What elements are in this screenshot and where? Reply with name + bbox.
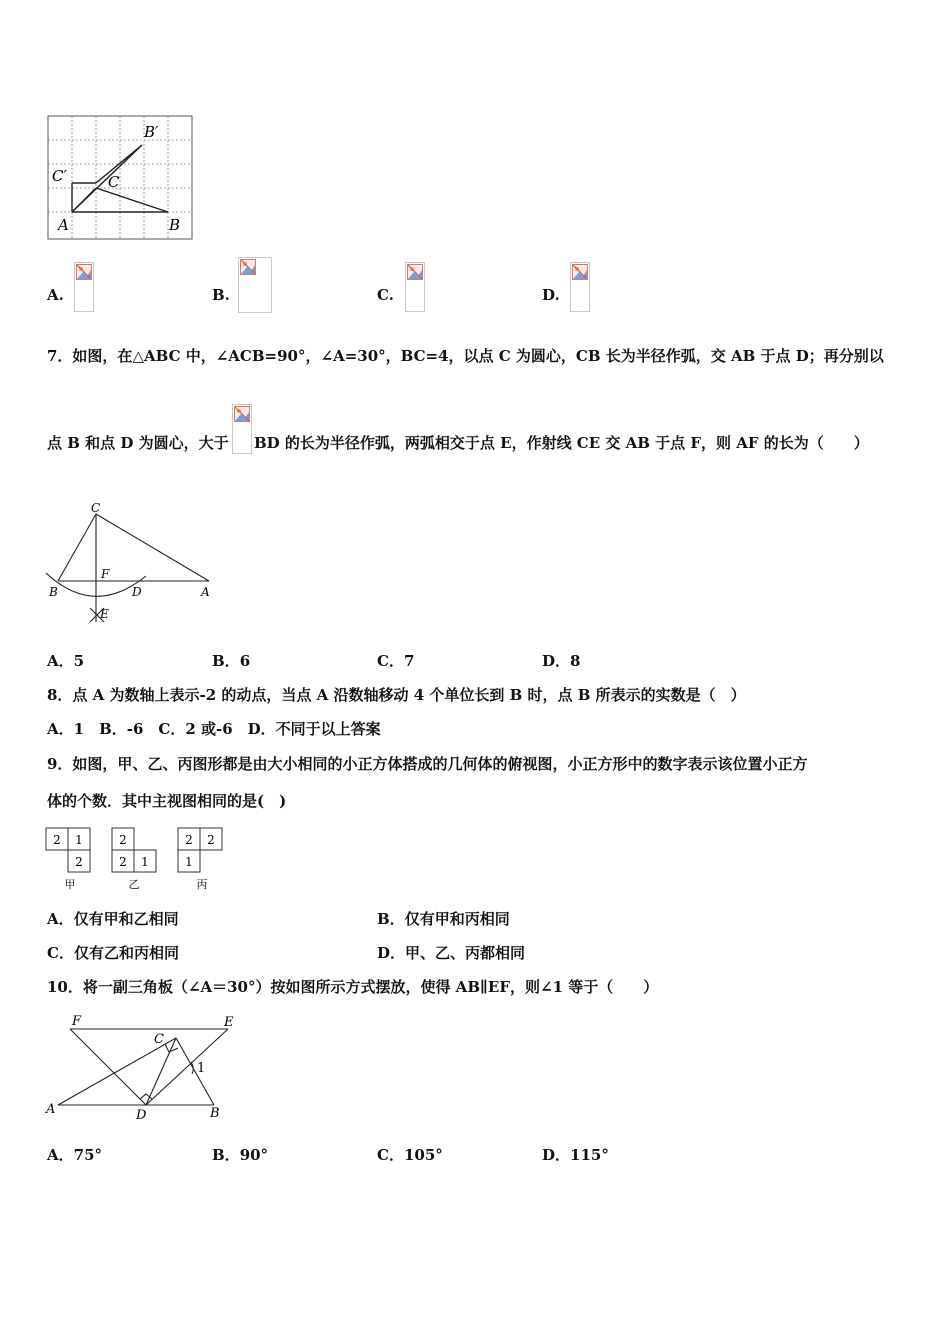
cell-value: 2 [119,855,127,869]
label-b: B [169,216,181,234]
label-c-prime: C′ [52,167,67,185]
cell-value: 2 [75,855,83,869]
option-value: 115° [570,1146,609,1164]
fig-name: 甲 [64,878,76,891]
q6-option-d[interactable] [542,286,560,304]
q10-option-b[interactable] [212,1144,268,1165]
option-value: 6 [239,652,251,670]
q10-option-d[interactable] [542,1144,609,1165]
q7-option-a[interactable] [47,650,84,671]
label-c: C [108,173,120,191]
q9-text-line1: 9．如图，甲、乙、丙图形都是由大小相同的小正方体搭成的几何体的俯视图，小正方形中的数字表示该位置小正方 [47,755,808,773]
q8-text: 8．点 A 为数轴上表示-2 的动点，当点 A 沿数轴移动 4 个单位长到 B 时，点 B 所表示的实数是（ ） [47,686,746,704]
option-letter: A. [47,286,64,304]
option-letter: C． [377,652,404,670]
q7-option-b[interactable] [212,650,250,671]
option-value: 7 [403,652,415,670]
q6-option-a[interactable] [47,286,64,304]
label-f: F [101,567,110,581]
option-letter: B． [377,910,405,928]
q7-text-line1: 7．如图，在△ABC 中，∠ACB=90°，∠A=30°，BC=4，以点 C 为圆心，CB 长为半径作弧，交 AB 于点 D；再分别以 [47,347,884,365]
q10-option-a[interactable] [47,1144,102,1165]
cell-value: 1 [185,855,193,869]
q9-text-line2: 体的个数．其中主视图相同的是( ) [47,792,287,810]
label-b-prime: B′ [144,123,159,141]
q6-option-a-image [74,262,94,312]
cell-value: 2 [119,833,127,847]
option-value: 仅有甲和乙相同 [73,910,179,928]
fig-name: 乙 [128,878,140,891]
cell-value: 2 [207,833,215,847]
question-6-grid-figure [47,115,194,241]
option-value: 90° [239,1146,269,1164]
q7-fraction-image [232,404,252,454]
q6-option-d-image [570,262,590,312]
q9-option-d[interactable] [377,942,525,963]
q9-option-b[interactable] [377,908,510,929]
q7-option-d[interactable] [542,650,580,671]
label-c: C [154,1032,164,1047]
q10-text: 10．将一副三角板（∠A＝30°）按如图所示方式摆放，使得 AB∥EF，则∠1 等于（ ） [47,978,659,996]
q7-option-c[interactable] [377,650,414,671]
label-f: F [72,1014,82,1029]
option-value: 8 [570,652,581,670]
q6-option-b-image [238,257,272,313]
label-a: A [58,216,69,234]
broken-image-icon [407,264,423,280]
q7-text-line2a: 点 B 和点 D 为圆心，大于 [47,434,229,452]
label-d: D [136,1108,147,1123]
q9-option-c[interactable] [47,942,179,963]
q8-options[interactable]: A．1 B．-6 C．2 或-6 D．不同于以上答案 [47,720,381,738]
question-7-triangle-figure [44,500,219,630]
option-letter: D． [377,944,406,962]
option-value: 仅有甲和丙相同 [404,910,510,928]
option-letter: C． [377,1146,404,1164]
q7-text-line2b: BD 的长为半径作弧，两弧相交于点 E，作射线 CE 交 AB 于点 F，则 AF 的长为（ ） [254,434,869,452]
cell-value: 2 [185,833,193,847]
option-letter: B． [212,1146,240,1164]
label-b: B [210,1106,220,1121]
option-value: 仅有乙和丙相同 [73,944,179,962]
option-value: 甲、乙、丙都相同 [405,944,526,962]
label-c: C [91,501,101,515]
option-value: 5 [73,652,85,670]
q6-option-b[interactable] [212,286,230,304]
label-a: A [46,1102,56,1117]
q9-option-a[interactable] [47,908,179,929]
q6-option-c-image [405,262,425,312]
label-b: B [49,585,58,599]
fig-name: 丙 [196,878,208,891]
option-letter: C． [47,944,74,962]
option-value: 75° [73,1146,103,1164]
option-letter: A． [47,910,74,928]
label-e: E [100,607,109,621]
option-letter: D. [542,286,560,304]
option-letter: D． [542,1146,571,1164]
broken-image-icon [234,406,250,422]
label-a: A [201,585,210,599]
option-letter: B． [212,652,240,670]
cell-value: 2 [53,833,61,847]
option-letter: A． [47,652,74,670]
option-letter: A． [47,1146,74,1164]
label-e: E [224,1015,234,1030]
option-letter: C. [377,286,394,304]
question-10-set-squares-figure [44,1012,240,1124]
q6-option-c[interactable] [377,286,394,304]
cell-value: 1 [141,855,149,869]
q10-option-c[interactable] [377,1144,443,1165]
option-letter: D． [542,652,571,670]
cell-value: 1 [75,833,83,847]
label-1: 1 [197,1061,206,1076]
broken-image-icon [76,264,92,280]
label-d: D [132,585,142,599]
broken-image-icon [240,259,256,275]
question-9-top-views-figure [44,826,229,892]
option-value: 105° [403,1146,443,1164]
broken-image-icon [572,264,588,280]
option-letter: B. [212,286,230,304]
